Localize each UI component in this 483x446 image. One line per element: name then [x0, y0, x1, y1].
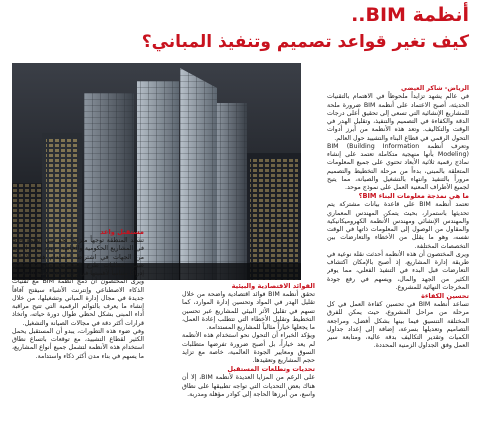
byline: الرياض- شاكر العيضي: [401, 85, 469, 92]
headline-block: [0, 0, 483, 62]
paragraph: تحقق أنظمة BIM فوائد اقتصادية واضحة من خلال تقليل الهدر في المواد وتحسين إدارة الموارد، كما تسهم في تقليل الأثر البيئي للمشاريع عبر تحسين التخطيط وتقليل الأخطاء التي تتطلب إعادة العمل، ما يجعلها خياراً مثالياً للمشاريع المستدامة.: [182, 291, 315, 331]
column-left: [12, 228, 144, 444]
paragraph: في عالم يشهد تزايداً ملحوظاً في الاهتمام بالتقنيات الحديثة، أصبح الاعتماد على أنظمة BIM ضرورة ملحة للمشاريع الإنشائية التي تسعى إلى تحقيق أعلى درجات الدقة والكفاءة في التصميم والتنفيذ، وتقليل الهدر في الوقت والتكاليف. وتعد هذه الأنظمة من أبرز أدوات التحول الرقمي في قطاع البناء والتشييد حول العالم.: [327, 93, 469, 142]
paragraph: وتعرف أنظمة BIM (Building Information Modeling) بأنها منهجية متكاملة تعتمد على إنشاء نماذج رقمية ثلاثية الأبعاد تحتوي على جميع المعلومات المتعلقة بالمبنى، بدءاً من مرحلة التخطيط والتصميم مروراً بالتنفيذ وانتهاء بالتشغيل والصيانة، مما يتيح لجميع الأطراف المعنية العمل على نموذج موحد.: [327, 142, 469, 191]
paragraph: تساعد أنظمة BIM في تحسين كفاءة العمل في كل مرحلة من مراحل المشروع، حيث يمكن للفرق المختلفة التنسيق فيما بينها بشكل أفضل، ومراجعة التصاميم وتعديلها بسرعة، إضافة إلى إعداد جداول الكميات وتقدير التكاليف بدقة عالية، ومتابعة سير العمل وفق الجداول الزمنية المحددة.: [327, 301, 469, 350]
paragraph: ويرى المختصون أن دمج أنظمة BIM مع تقنيات الذكاء الاصطناعي وإنترنت الأشياء سيفتح آفاقاً جديدة في مجال إدارة المباني وتشغيلها، من خلال إنشاء ما يعرف بالتوائم الرقمية التي تتيح مراقبة أداء المبنى بشكل لحظي طوال دورة حياته، واتخاذ قرارات أكثر دقة في مجالات الصيانة والتشغيل.: [12, 278, 144, 327]
section-heading: تحديات وتطلعات المستقبل: [227, 365, 315, 374]
paragraph: وفي ضوء هذه التطورات، يبدو أن المستقبل يحمل الكثير لقطاع التشييد، مع توقعات باتساع نطاق استخدام هذه الأنظمة لتشمل جميع أنواع المشاريع، ما يسهم في بناء مدن أكثر ذكاء واستدامة.: [12, 327, 144, 360]
paragraph: على الرغم من المزايا العديدة لأنظمة BIM، إلا أن هناك بعض التحديات التي تواجه تطبيقها على نطاق واسع، من أبرزها الحاجة إلى كوادر مؤهلة ومدربة.: [182, 374, 315, 398]
section-heading: ما هي نمذجة معلومات البناء BIM؟: [358, 192, 469, 201]
section-heading: مستقبل واعد: [100, 228, 144, 236]
article-title: أنظمة BIM..: [351, 4, 469, 26]
section-heading: تحسين الكفاءة: [421, 292, 469, 300]
paragraph: تشهد المنطقة توجهاً متزايداً نحو تبني أنظمة BIM في المشاريع الحكومية والخاصة، حيث بدأت العديد من الجهات في اشتراط استخدام هذه الأنظمة ضمن متطلبات طرح المشاريع، وهو ما يعكس إدراكاً متنامياً لأهميتها في رفع كفاءة قطاع البناء.: [12, 237, 144, 277]
column-right: [327, 85, 469, 443]
paragraph: ويرى المختصون أن هذه الأنظمة أحدثت نقلة نوعية في طريقة إدارة المشاريع، إذ أصبح بالإمكان اكتشاف التعارضات قبل البدء في التنفيذ الفعلي، مما يوفر الكثير من الجهد والمال، ويسهم في رفع جودة المخرجات النهائية للمشروع.: [327, 250, 469, 291]
section-heading: الفوائد الاقتصادية والبيئية: [231, 282, 315, 290]
article-subtitle: كيف تغير قواعد تصميم وتنفيذ المباني؟: [141, 32, 469, 52]
paragraph: ويؤكد الخبراء أن التحول نحو استخدام هذه الأنظمة لم يعد خياراً، بل أصبح ضرورة تفرضها متطلبات السوق ومعايير الجودة العالمية، خاصة مع تزايد حجم المشاريع وتعقيدها.: [182, 332, 315, 364]
column-middle: [182, 282, 315, 444]
paragraph: تعتمد أنظمة BIM على قاعدة بيانات مشتركة يتم تحديثها باستمرار، بحيث يتمكن المهندس المعماري والمهندس الإنشائي ومهندس الأنظمة الكهروميكانيكية والمقاول من الوصول إلى المعلومات ذاتها في الوقت نفسه، وهو ما يقلل من الأخطاء والتعارضات بين التخصصات المختلفة.: [327, 201, 469, 250]
